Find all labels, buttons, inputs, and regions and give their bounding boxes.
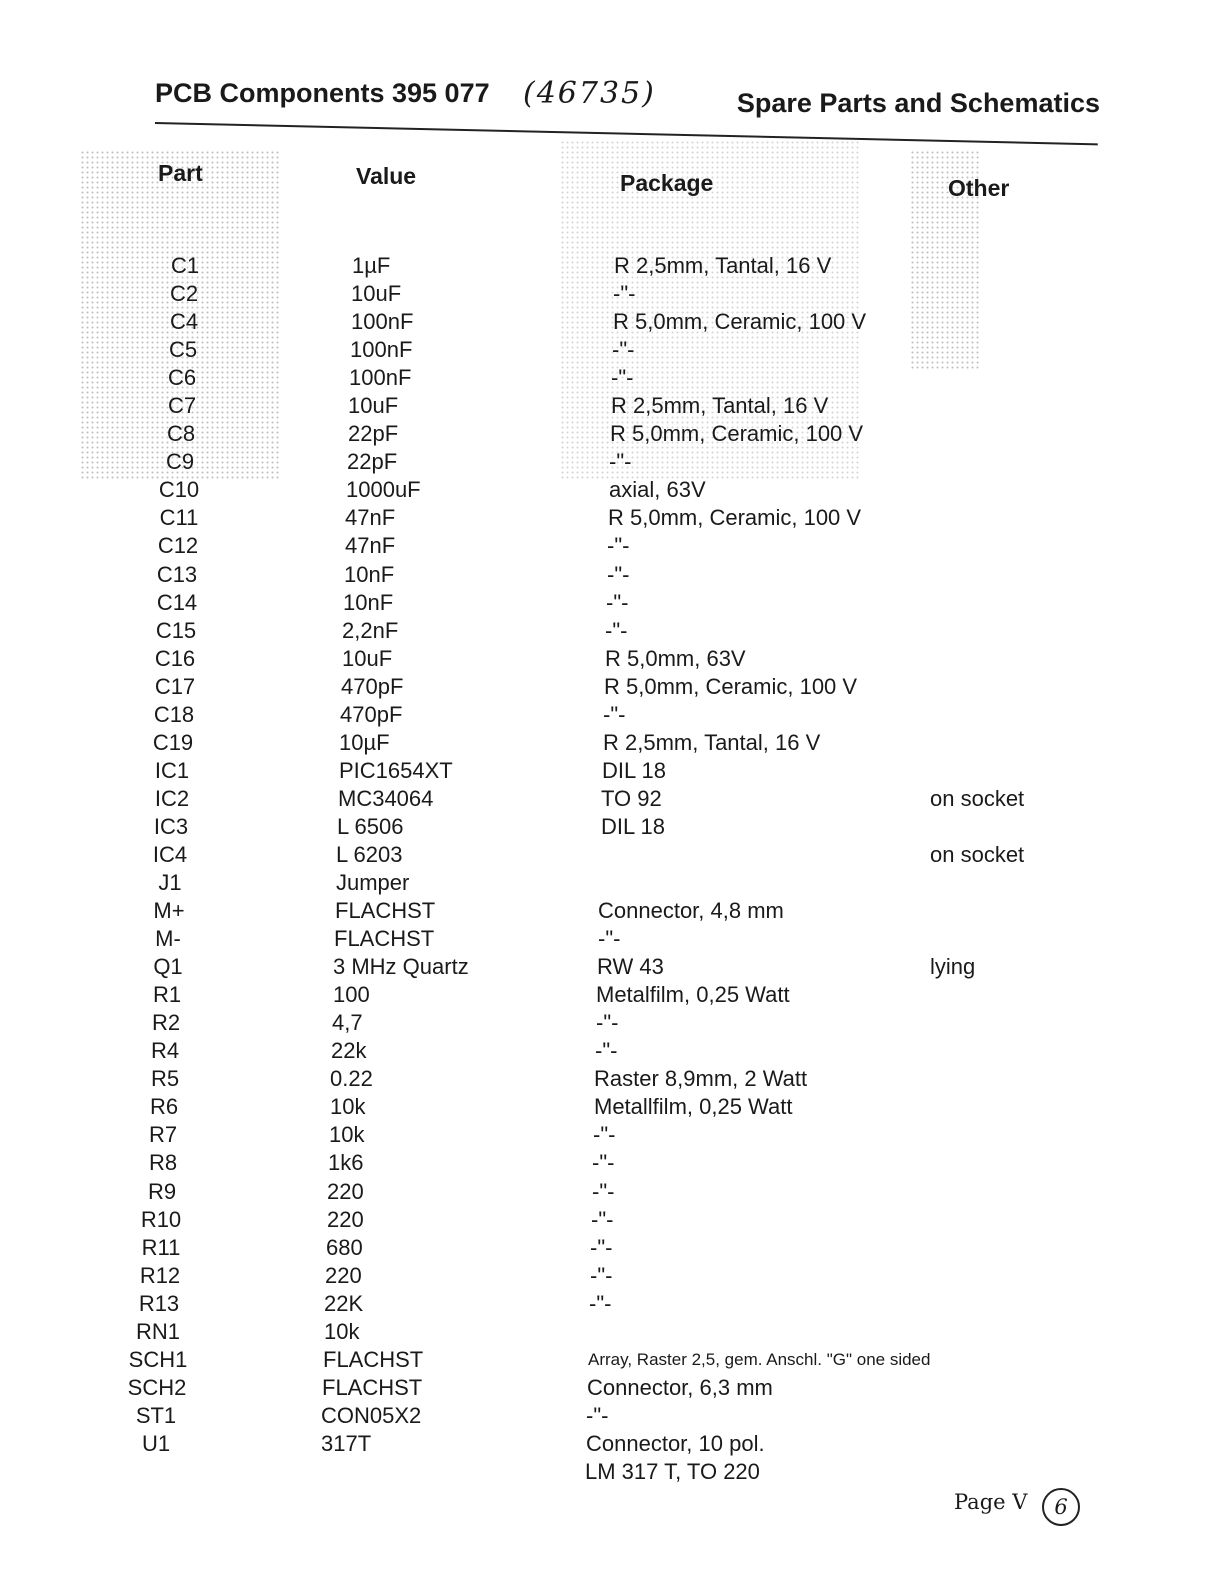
cell-part: R6 — [149, 1094, 179, 1119]
cell-part: SCH2 — [127, 1375, 187, 1400]
table-row — [0, 925, 1224, 953]
cell-value: FLACHST — [335, 898, 436, 923]
table-row — [0, 308, 1224, 336]
cell-value: 2,2nF — [342, 618, 399, 643]
cell-part: IC2 — [154, 786, 190, 811]
cell-package: -"- — [593, 1122, 616, 1147]
table-row — [0, 1093, 1224, 1121]
cell-package: -"- — [595, 1038, 618, 1063]
column-header-value: Value — [356, 163, 417, 189]
cell-package: TO 92 — [601, 786, 662, 811]
cell-value: Jumper — [336, 870, 410, 895]
cell-package: -"- — [592, 1150, 615, 1175]
table-row — [0, 280, 1224, 308]
table-row — [0, 532, 1224, 560]
table-row — [0, 1262, 1224, 1290]
cell-part: C9 — [165, 449, 195, 474]
table-row — [0, 953, 1224, 981]
cell-value: 10k — [329, 1122, 365, 1147]
table-row — [0, 252, 1224, 280]
table-row — [0, 1065, 1224, 1093]
cell-value: 1µF — [352, 253, 391, 278]
cell-part: R11 — [141, 1235, 181, 1260]
table-row — [0, 841, 1224, 869]
cell-value: 47nF — [345, 505, 396, 530]
cell-package: -"- — [611, 365, 634, 390]
cell-value: 470pF — [341, 674, 404, 699]
cell-package: -"- — [605, 618, 628, 643]
cell-value: MC34064 — [338, 786, 434, 811]
cell-package: -"- — [603, 702, 626, 727]
cell-value: PIC1654XT — [339, 758, 453, 783]
cell-package: -"- — [591, 1207, 614, 1232]
column-header-part: Part — [158, 160, 203, 186]
cell-value: 470pF — [340, 702, 403, 727]
cell-package: -"- — [598, 926, 621, 951]
cell-package: -"- — [592, 1179, 615, 1204]
cell-part: R1 — [152, 982, 182, 1007]
cell-value: 100 — [333, 982, 370, 1007]
table-row — [0, 336, 1224, 364]
table-row — [0, 1402, 1224, 1430]
cell-value: 10uF — [348, 393, 399, 418]
table-row — [0, 617, 1224, 645]
cell-part: C10 — [158, 477, 200, 502]
cell-value: 4,7 — [332, 1010, 363, 1035]
cell-package: axial, 63V — [609, 477, 706, 502]
cell-part: R9 — [147, 1179, 177, 1204]
cell-value: 680 — [326, 1235, 363, 1260]
cell-value: FLACHST — [334, 926, 435, 951]
cell-value: 220 — [327, 1179, 364, 1204]
column-header-package: Package — [620, 170, 714, 196]
table-row — [0, 813, 1224, 841]
cell-value: 22K — [324, 1291, 364, 1316]
cell-value: 220 — [327, 1207, 364, 1232]
cell-package: Array, Raster 2,5, gem. Anschl. "G" one sided — [588, 1350, 931, 1369]
table-row — [0, 757, 1224, 785]
cell-package: -"- — [589, 1291, 612, 1316]
cell-part: C6 — [167, 365, 197, 390]
cell-value: 1000uF — [346, 477, 421, 502]
table-row — [0, 1346, 1224, 1374]
cell-package: -"- — [586, 1403, 609, 1428]
table-row — [0, 504, 1224, 532]
cell-package: Connector, 10 pol. — [586, 1431, 765, 1456]
cell-value: 100nF — [350, 337, 413, 362]
cell-part: SCH1 — [128, 1347, 188, 1372]
cell-package: Raster 8,9mm, 2 Watt — [594, 1066, 808, 1091]
cell-value: 1k6 — [328, 1150, 364, 1175]
cell-part: IC3 — [153, 814, 189, 839]
cell-package: -"- — [609, 449, 632, 474]
cell-part: R13 — [138, 1291, 180, 1316]
cell-part: R10 — [140, 1207, 182, 1232]
cell-value: 220 — [325, 1263, 362, 1288]
cell-package: R 2,5mm, Tantal, 16 V — [614, 253, 832, 278]
table-row — [0, 729, 1224, 757]
document-title: PCB Components 395 077 — [155, 78, 490, 108]
cell-value: FLACHST — [322, 1375, 423, 1400]
cell-package: DIL 18 — [601, 814, 666, 839]
cell-part: C19 — [152, 730, 194, 755]
cell-value: 10µF — [339, 730, 390, 755]
cell-other: lying — [930, 954, 976, 979]
cell-value: 10uF — [351, 281, 402, 306]
cell-other: on socket — [930, 786, 1025, 811]
table-row — [0, 561, 1224, 589]
cell-value: 10k — [330, 1094, 366, 1119]
cell-value: 10k — [324, 1319, 360, 1344]
cell-package: R 5,0mm, Ceramic, 100 V — [610, 421, 864, 446]
cell-value: 22pF — [347, 449, 398, 474]
table-row — [0, 1009, 1224, 1037]
table-row — [0, 981, 1224, 1009]
cell-part: C12 — [157, 533, 199, 558]
cell-package: R 5,0mm, 63V — [605, 646, 746, 671]
cell-part: C16 — [154, 646, 196, 671]
cell-part: R8 — [148, 1150, 178, 1175]
cell-part: R5 — [150, 1066, 180, 1091]
table-row — [0, 589, 1224, 617]
cell-package: -"- — [612, 337, 635, 362]
cell-value: L 6203 — [336, 842, 403, 867]
cell-package: R 5,0mm, Ceramic, 100 V — [608, 505, 862, 530]
table-row — [0, 392, 1224, 420]
table-row — [0, 673, 1224, 701]
cell-package: -"- — [606, 590, 629, 615]
cell-value: 10nF — [344, 562, 395, 587]
cell-part: R12 — [139, 1263, 181, 1288]
cell-part: U1 — [141, 1431, 171, 1456]
cell-part: R2 — [151, 1010, 181, 1035]
cell-part: C18 — [153, 702, 195, 727]
table-row — [0, 1318, 1224, 1346]
cell-value: 317T — [321, 1431, 372, 1456]
cell-part: R4 — [150, 1038, 180, 1063]
cell-part: C2 — [169, 281, 199, 306]
cell-value: CON05X2 — [321, 1403, 422, 1428]
cell-part: C13 — [156, 562, 198, 587]
document-header — [155, 78, 1100, 128]
cell-package: Connector, 4,8 mm — [598, 898, 784, 923]
table-row — [0, 1149, 1224, 1177]
cell-value: 10nF — [343, 590, 394, 615]
cell-package: R 2,5mm, Tantal, 16 V — [611, 393, 829, 418]
cell-part: C7 — [167, 393, 197, 418]
document-subtitle: Spare Parts and Schematics — [736, 88, 1100, 118]
cell-part: C8 — [166, 421, 196, 446]
page-number: 6 — [1042, 1488, 1080, 1526]
cell-value: 0.22 — [330, 1066, 373, 1091]
table-row — [0, 420, 1224, 448]
cell-package: R 5,0mm, Ceramic, 100 V — [613, 309, 867, 334]
handwritten-number: (46735) — [523, 76, 656, 111]
cell-package: -"- — [607, 562, 630, 587]
cell-value: 100nF — [349, 365, 412, 390]
cell-package: -"- — [613, 281, 636, 306]
table-row — [0, 645, 1224, 673]
cell-package: -"- — [607, 533, 630, 558]
cell-package: Metalfilm, 0,25 Watt — [596, 982, 790, 1007]
page-label: Page V — [954, 1490, 1028, 1514]
table-row — [0, 869, 1224, 897]
table-row — [0, 1206, 1224, 1234]
cell-package: R 2,5mm, Tantal, 16 V — [603, 730, 821, 755]
cell-package: LM 317 T, TO 220 — [585, 1459, 760, 1484]
table-row — [0, 448, 1224, 476]
cell-part: R7 — [148, 1122, 178, 1147]
cell-package: DIL 18 — [602, 758, 667, 783]
cell-value: FLACHST — [323, 1347, 424, 1372]
cell-package: Metallfilm, 0,25 Watt — [594, 1094, 793, 1119]
cell-part: C1 — [170, 253, 200, 278]
cell-part: C5 — [168, 337, 198, 362]
cell-part: Q1 — [153, 954, 183, 979]
cell-part: M- — [155, 926, 181, 951]
cell-package: -"- — [590, 1235, 613, 1260]
cell-value: 3 MHz Quartz — [333, 954, 469, 979]
cell-part: C14 — [156, 590, 198, 615]
table-row — [0, 701, 1224, 729]
cell-part: IC1 — [154, 758, 190, 783]
column-header-other: Other — [948, 175, 1010, 201]
cell-package: -"- — [596, 1010, 619, 1035]
cell-part: J1 — [158, 870, 182, 895]
cell-part: RN1 — [135, 1319, 180, 1344]
cell-part: IC4 — [152, 842, 188, 867]
cell-package: RW 43 — [597, 954, 664, 979]
table-row — [0, 1290, 1224, 1318]
cell-part: ST1 — [135, 1403, 177, 1428]
table-row — [0, 364, 1224, 392]
cell-package: -"- — [590, 1263, 613, 1288]
cell-value: 47nF — [345, 533, 396, 558]
cell-part: C11 — [159, 505, 199, 530]
cell-package: Connector, 6,3 mm — [587, 1375, 773, 1400]
table-row — [0, 897, 1224, 925]
table-row — [0, 1178, 1224, 1206]
table-row — [0, 1430, 1224, 1458]
cell-part: M+ — [153, 898, 185, 923]
table-row — [0, 1374, 1224, 1402]
cell-value: 10uF — [342, 646, 393, 671]
cell-value: 22k — [331, 1038, 367, 1063]
cell-other: on socket — [930, 842, 1025, 867]
table-row — [0, 1234, 1224, 1262]
cell-value: 22pF — [348, 421, 399, 446]
cell-value: L 6506 — [337, 814, 404, 839]
cell-value: 100nF — [351, 309, 414, 334]
cell-part: C15 — [155, 618, 197, 643]
table-row — [0, 1458, 1224, 1486]
cell-package: R 5,0mm, Ceramic, 100 V — [604, 674, 858, 699]
table-row — [0, 1037, 1224, 1065]
table-row — [0, 1121, 1224, 1149]
cell-part: C17 — [154, 674, 196, 699]
table-row — [0, 476, 1224, 504]
table-row — [0, 785, 1224, 813]
cell-part: C4 — [169, 309, 199, 334]
